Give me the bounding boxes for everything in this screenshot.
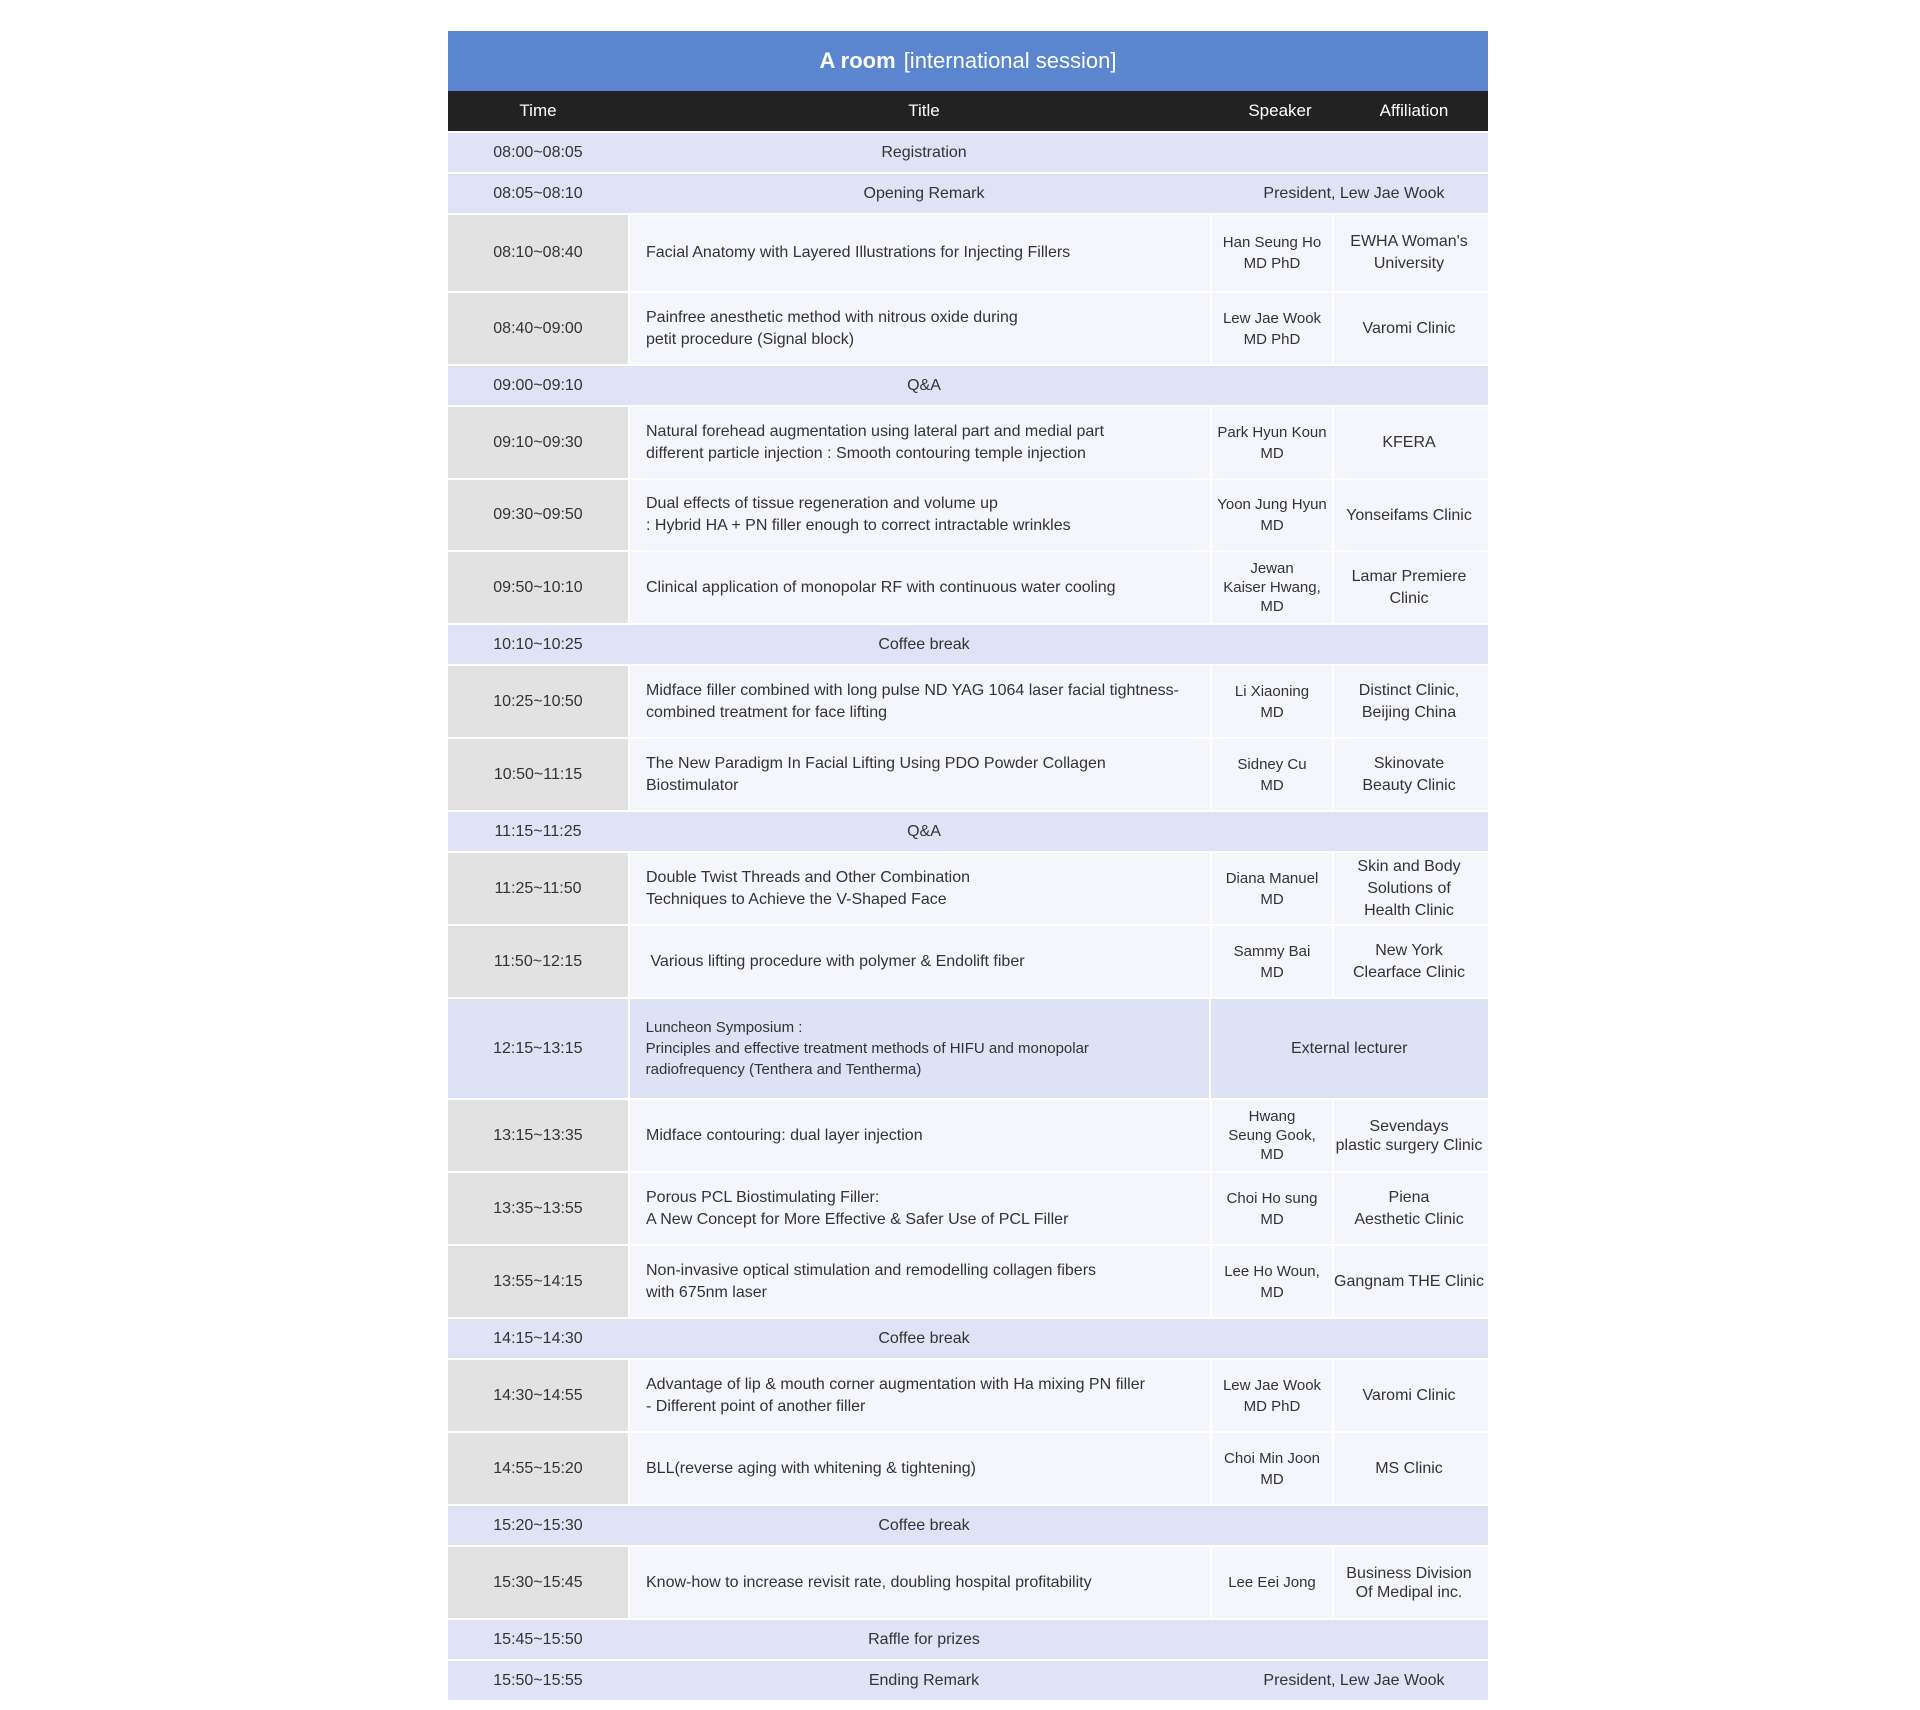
row-time: 11:25~11:50 [448,853,628,924]
affiliation-line: MS Clinic [1375,1459,1443,1477]
table-row-talk [448,851,1488,924]
table-row-simple [448,623,1488,664]
row-time: 08:10~08:40 [448,215,628,291]
row-affiliation [1332,853,1484,924]
table-header [448,91,1488,131]
affiliation-line: Piena [1388,1188,1430,1206]
header-time: Time [519,101,557,120]
speaker-line: MD [1260,1283,1284,1301]
speaker-line: Lew Jae Wook [1222,309,1322,327]
affiliation-line: Health Clinic [1364,901,1454,919]
row-time: 13:35~13:55 [448,1173,628,1244]
row-time: 09:00~09:10 [493,376,583,394]
title-line: Know-how to increase revisit rate, doubling hospital profitability [646,1573,1092,1591]
table-row-simple [448,810,1488,851]
row-note: President, Lew Jae Wook [1263,1671,1445,1689]
row-label: Ending Remark [868,1671,980,1689]
row-speaker [1210,1360,1332,1431]
row-affiliation [1332,1100,1484,1171]
speaker-line: MD PhD [1243,255,1301,272]
title-line: with 675nm laser [646,1283,767,1301]
row-time: 15:30~15:45 [448,1547,628,1618]
speaker-line: Hwang [1248,1108,1296,1125]
table-row-simple [448,1317,1488,1358]
table-row-talk [448,291,1488,364]
title-line: Non-invasive optical stimulation and remodelling collagen fibers [646,1261,1097,1279]
row-time: 15:20~15:30 [493,1516,583,1534]
table-row-simple [448,364,1488,405]
affiliation-line: Beauty Clinic [1362,776,1456,794]
row-time: 14:15~14:30 [493,1329,583,1347]
speaker-line: MD [1260,776,1284,794]
speaker-line: MD [1260,444,1284,462]
row-title [628,1360,1210,1431]
affiliation-line: Varomi Clinic [1362,319,1456,337]
speaker-line: Lew Jae Wook [1222,1376,1322,1394]
row-time: 11:50~12:15 [448,926,628,997]
affiliation-line: Beijing China [1361,703,1457,721]
speaker-line: Lee Ho Woun, [1224,1262,1320,1280]
row-note: President, Lew Jae Wook [1263,184,1445,202]
affiliation-line: University [1373,255,1445,272]
row-affiliation [1332,1547,1484,1618]
title-line: The New Paradigm In Facial Lifting Using PDO Powder Collagen [646,754,1106,772]
title-line: Various lifting procedure with polymer & Endolift fiber [646,952,1025,970]
room-name: A room [819,48,896,73]
title-line: BLL(reverse aging with whitening & tightening) [646,1459,976,1477]
row-title [628,926,1210,997]
row-external-lecturer: External lecturer [1209,999,1488,1098]
speaker-line: Choi Ho sung [1226,1189,1318,1207]
title-line: Principles and effective treatment methods of HIFU and monopolar [645,1040,1089,1057]
title-line: Double Twist Threads and Other Combination [646,868,971,886]
row-title [628,999,1209,1098]
row-time: 14:30~14:55 [448,1360,628,1431]
affiliation-line: Solutions of [1367,879,1451,897]
speaker-line: MD [1260,890,1284,908]
row-title [628,1547,1210,1618]
table-row-talk [448,213,1488,291]
row-title [628,293,1210,364]
row-time: 15:45~15:50 [493,1630,583,1648]
affiliation-line: Skinovate [1373,754,1445,772]
affiliation-line: KFERA [1382,433,1436,451]
speaker-line: MD PhD [1243,1397,1301,1415]
table-row-simple [448,1618,1488,1659]
row-time: 11:15~11:25 [494,822,582,840]
table-row-simple [448,1659,1488,1700]
title-line: Facial Anatomy with Layered Illustrations for Injecting Fillers [646,244,1071,261]
row-time: 09:30~09:50 [448,480,628,550]
row-title [628,215,1210,291]
table-row-talk [448,664,1488,737]
row-speaker [1210,926,1332,997]
speaker-line: MD [1260,703,1284,721]
row-time: 14:55~15:20 [448,1433,628,1504]
title-line: Techniques to Achieve the V-Shaped Face [646,890,947,908]
affiliation-line: Of Medipal inc. [1355,1583,1463,1601]
row-title [628,1173,1210,1244]
table-row-simple [448,172,1488,213]
row-time: 09:10~09:30 [448,407,628,478]
speaker-line: MD PhD [1243,330,1301,348]
row-affiliation [1332,407,1484,478]
speaker-line: MD [1260,598,1284,615]
speaker-line: MD [1260,1146,1284,1163]
row-time: 08:40~09:00 [448,293,628,364]
row-speaker [1210,1100,1332,1171]
affiliation-line: Lamar Premiere [1351,567,1467,585]
affiliation-line: Sevendays [1369,1117,1449,1135]
row-label: Opening Remark [863,184,985,202]
speaker-line: Han Seung Ho [1222,234,1322,251]
affiliation-line: Skin and Body [1357,857,1461,875]
title-line: different particle injection : Smooth contouring temple injection [646,444,1086,462]
row-time: 13:55~14:15 [448,1246,628,1317]
table-row-talk [448,1545,1488,1618]
row-label: Coffee break [878,1516,970,1534]
row-label: Coffee break [878,635,970,653]
row-affiliation [1332,926,1484,997]
row-affiliation [1332,666,1484,737]
affiliation-line: Clinic [1389,589,1429,607]
affiliation-line: Distinct Clinic, [1358,681,1460,699]
row-time: 08:00~08:05 [493,143,583,161]
row-speaker [1210,1246,1332,1317]
row-speaker [1210,739,1332,810]
row-speaker [1210,666,1332,737]
table-row-talk [448,924,1488,997]
speaker-line: Park Hyun Koun [1217,423,1327,441]
speaker-line: MD [1260,963,1284,981]
speaker-line: MD [1260,1210,1284,1228]
header-speaker: Speaker [1248,101,1312,120]
row-title [628,739,1210,810]
title-line: Natural forehead augmentation using lateral part and medial part [646,422,1105,440]
table-row-talk [448,550,1488,623]
row-time: 10:25~10:50 [448,666,628,737]
row-affiliation [1332,1246,1484,1317]
affiliation-line: New York [1375,941,1443,959]
row-label: Coffee break [878,1329,970,1347]
row-speaker [1210,215,1332,291]
row-affiliation [1332,552,1484,623]
row-speaker [1210,293,1332,364]
row-title [628,552,1210,623]
table-row-simple [448,1504,1488,1545]
row-affiliation [1332,293,1484,364]
row-label: Q&A [907,822,941,840]
row-speaker [1210,1173,1332,1244]
row-speaker [1210,853,1332,924]
title-line: Luncheon Symposium : [645,1019,803,1036]
row-speaker [1210,407,1332,478]
affiliation-line: Clearface Clinic [1352,963,1466,981]
table-row-talk [448,478,1488,550]
speaker-line: Choi Min Joon [1224,1449,1320,1467]
row-title [628,853,1210,924]
row-time: 12:15~13:15 [493,1039,583,1057]
speaker-line: Diana Manuel [1225,869,1319,887]
speaker-line: Jewan [1250,560,1294,577]
speaker-line: Sammy Bai [1233,942,1311,960]
row-affiliation [1332,215,1484,291]
row-title [628,1246,1210,1317]
affiliation-line: Gangnam THE Clinic [1334,1273,1484,1290]
affiliation-line: Aesthetic Clinic [1354,1210,1464,1228]
affiliation-line: Varomi Clinic [1362,1386,1456,1404]
affiliation-line: plastic surgery Clinic [1335,1136,1483,1154]
speaker-line: Kaiser Hwang, [1223,579,1321,596]
row-time: 15:50~15:55 [493,1671,583,1689]
title-line: petit procedure (Signal block) [646,330,855,348]
table-row-talk [448,1171,1488,1244]
row-title [628,407,1210,478]
table-row-talk [448,1431,1488,1504]
row-speaker [1210,1547,1332,1618]
header-affiliation: Affiliation [1379,101,1449,120]
row-affiliation [1332,480,1484,550]
speaker-line: Seung Gook, [1228,1127,1316,1144]
affiliation-line: Yonseifams Clinic [1346,506,1472,524]
header-title: Title [908,101,940,120]
row-affiliation [1332,1173,1484,1244]
row-time: 13:15~13:35 [448,1100,628,1171]
title-line: Midface contouring: dual layer injection [646,1126,923,1144]
title-line: A New Concept for More Effective & Safer Use of PCL Filler [646,1210,1069,1228]
row-time: 08:05~08:10 [493,184,583,202]
speaker-line: MD [1260,517,1284,534]
speaker-line: MD [1260,1470,1284,1488]
row-label: Raffle for prizes [868,1630,980,1648]
title-line: combined treatment for face lifting [646,703,888,721]
row-affiliation [1332,1433,1484,1504]
row-time: 10:50~11:15 [448,739,628,810]
title-line: Biostimulator [646,776,739,794]
title-line: : Hybrid HA + PN filler enough to correct intractable wrinkles [646,517,1071,534]
speaker-line: Li Xiaoning [1234,682,1310,700]
speaker-line: Sidney Cu [1237,755,1307,773]
row-affiliation [1332,739,1484,810]
row-label: Registration [881,143,967,161]
row-affiliation [1332,1360,1484,1431]
speaker-line: Lee Eei Jong [1228,1574,1316,1591]
row-time: 09:50~10:10 [448,552,628,623]
title-line: - Different point of another filler [646,1397,866,1415]
row-title [628,1433,1210,1504]
row-title [628,480,1210,550]
table-row-luncheon [448,997,1488,1098]
room-title-bar [448,31,1488,91]
row-time: 10:10~10:25 [493,635,583,653]
row-speaker [1210,1433,1332,1504]
affiliation-line: EWHA Woman's [1350,233,1468,250]
table-row-simple [448,131,1488,172]
table-row-talk [448,737,1488,810]
table-row-talk [448,405,1488,478]
affiliation-line: Business Division [1346,1564,1472,1582]
table-row-talk [448,1244,1488,1317]
schedule-table [448,31,1488,1700]
speaker-line: Yoon Jung Hyun [1217,496,1327,513]
title-line: Porous PCL Biostimulating Filler: [646,1188,880,1206]
title-line: Clinical application of monopolar RF with continuous water cooling [646,578,1116,596]
row-speaker [1210,480,1332,550]
row-speaker [1210,552,1332,623]
title-line: Painfree anesthetic method with nitrous oxide during [646,308,1018,326]
table-row-talk [448,1098,1488,1171]
title-line: radiofrequency (Tenthera and Tentherma) [645,1061,922,1078]
table-row-talk [448,1358,1488,1431]
title-line: Advantage of lip & mouth corner augmentation with Ha mixing PN filler [646,1375,1145,1393]
row-title [628,666,1210,737]
table-body [448,131,1488,1700]
row-label: Q&A [907,376,941,394]
session-type: [international session] [903,48,1117,73]
row-title [628,1100,1210,1171]
title-line: Midface filler combined with long pulse ND YAG 1064 laser facial tightness- [646,681,1179,699]
title-line: Dual effects of tissue regeneration and volume up [646,495,998,512]
